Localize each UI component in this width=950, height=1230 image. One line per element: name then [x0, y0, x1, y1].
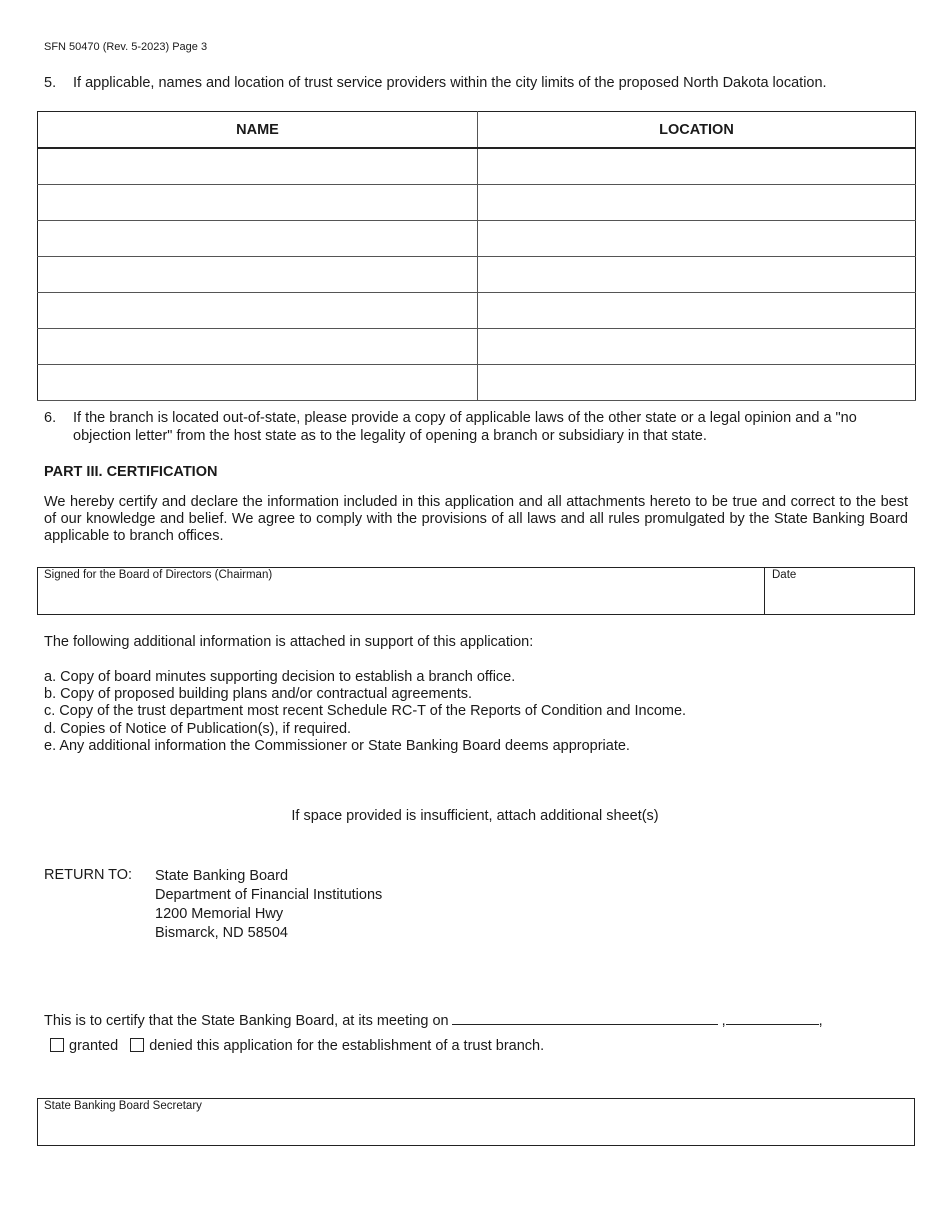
decision-row [50, 1038, 544, 1054]
providers-table [37, 111, 916, 401]
table-row [38, 293, 916, 329]
attachments-list [44, 669, 686, 755]
name-cell[interactable] [38, 293, 478, 329]
return-address-line: Department of Financial Institutions [155, 887, 383, 903]
signature-date-field[interactable] [766, 568, 914, 614]
return-address [155, 867, 382, 943]
attachments-intro: The following additional information is attached in support of this application: [44, 634, 534, 650]
location-cell[interactable] [478, 293, 916, 329]
question-5 [44, 74, 924, 92]
table-row [38, 221, 916, 257]
name-cell[interactable] [38, 257, 478, 293]
table-row [38, 148, 916, 185]
column-header-location: LOCATION [478, 112, 916, 149]
table-row [38, 365, 916, 401]
table-header-row [38, 112, 916, 149]
board-certification-line [44, 1009, 823, 1029]
list-item: e. Any additional information the Commissioner or State Banking Board deems appropriate. [44, 737, 630, 754]
part-3-heading: PART III. CERTIFICATION [44, 464, 218, 480]
question-6-text: If the branch is located out-of-state, please provide a copy of applicable laws of the other state or a legal opinion and a "no objection letter" from the host state as to the legality of opening a branch or subsidiary in that state. [73, 410, 857, 444]
return-to-label: RETURN TO: [44, 867, 133, 883]
return-address-line: Bismarck, ND 58504 [155, 925, 288, 941]
granted-checkbox[interactable] [50, 1038, 64, 1052]
separator-comma: , [721, 1013, 726, 1029]
question-6 [44, 409, 914, 449]
name-cell[interactable] [38, 329, 478, 365]
secretary-signature-field[interactable] [37, 1098, 915, 1146]
table-row [38, 257, 916, 293]
board-certification-text: This is to certify that the State Banking Board, at its meeting on [44, 1013, 449, 1029]
location-cell[interactable] [478, 329, 916, 365]
location-cell[interactable] [478, 365, 916, 401]
list-item: c. Copy of the trust department most recent Schedule RC-T of the Reports of Condition and Income. [44, 703, 687, 720]
location-cell[interactable] [478, 148, 916, 185]
location-cell[interactable] [478, 257, 916, 293]
denied-checkbox[interactable] [130, 1038, 144, 1052]
name-cell[interactable] [38, 365, 478, 401]
form-id: SFN 50470 (Rev. 5-2023) Page 3 [44, 41, 208, 53]
return-address-line: 1200 Memorial Hwy [155, 906, 284, 922]
list-item: d. Copies of Notice of Publication(s), if required. [44, 720, 352, 737]
name-cell[interactable] [38, 185, 478, 221]
question-5-text: If applicable, names and location of trust service providers within the city limits of the proposed North Dakota location. [73, 75, 827, 91]
list-item: b. Copy of proposed building plans and/or contractual agreements. [44, 686, 473, 703]
list-item: a. Copy of board minutes supporting decision to establish a branch office. [44, 669, 516, 685]
chairman-signature-label: Signed for the Board of Directors (Chairman) [44, 569, 273, 581]
granted-label: granted [69, 1038, 119, 1054]
chairman-signature-field[interactable] [38, 568, 765, 614]
certification-text: We hereby certify and declare the information included in this application and all attachments hereto to be true and correct to the best of our knowledge and belief. We agree to comply with the provisions of all laws and all rules promulgated by the State Banking Board applicable to branch offices. [44, 494, 908, 545]
meeting-year-field[interactable] [726, 1009, 819, 1025]
meeting-date-field[interactable] [452, 1009, 718, 1025]
separator-comma: , [818, 1013, 823, 1029]
denied-label: denied this application for the establishment of a trust branch. [149, 1038, 545, 1054]
table-row [38, 329, 916, 365]
secretary-signature-label: State Banking Board Secretary [44, 1100, 202, 1112]
table-row [38, 185, 916, 221]
insufficient-space-note: If space provided is insufficient, attach additional sheet(s) [291, 808, 659, 824]
question-6-number: 6. [44, 410, 57, 426]
signature-date-label: Date [772, 569, 797, 581]
location-cell[interactable] [478, 185, 916, 221]
question-5-number: 5. [44, 75, 57, 91]
name-cell[interactable] [38, 221, 478, 257]
column-header-name: NAME [38, 112, 478, 149]
return-address-line: State Banking Board [155, 868, 289, 884]
location-cell[interactable] [478, 221, 916, 257]
name-cell[interactable] [38, 148, 478, 185]
board-signature-box [37, 567, 915, 615]
